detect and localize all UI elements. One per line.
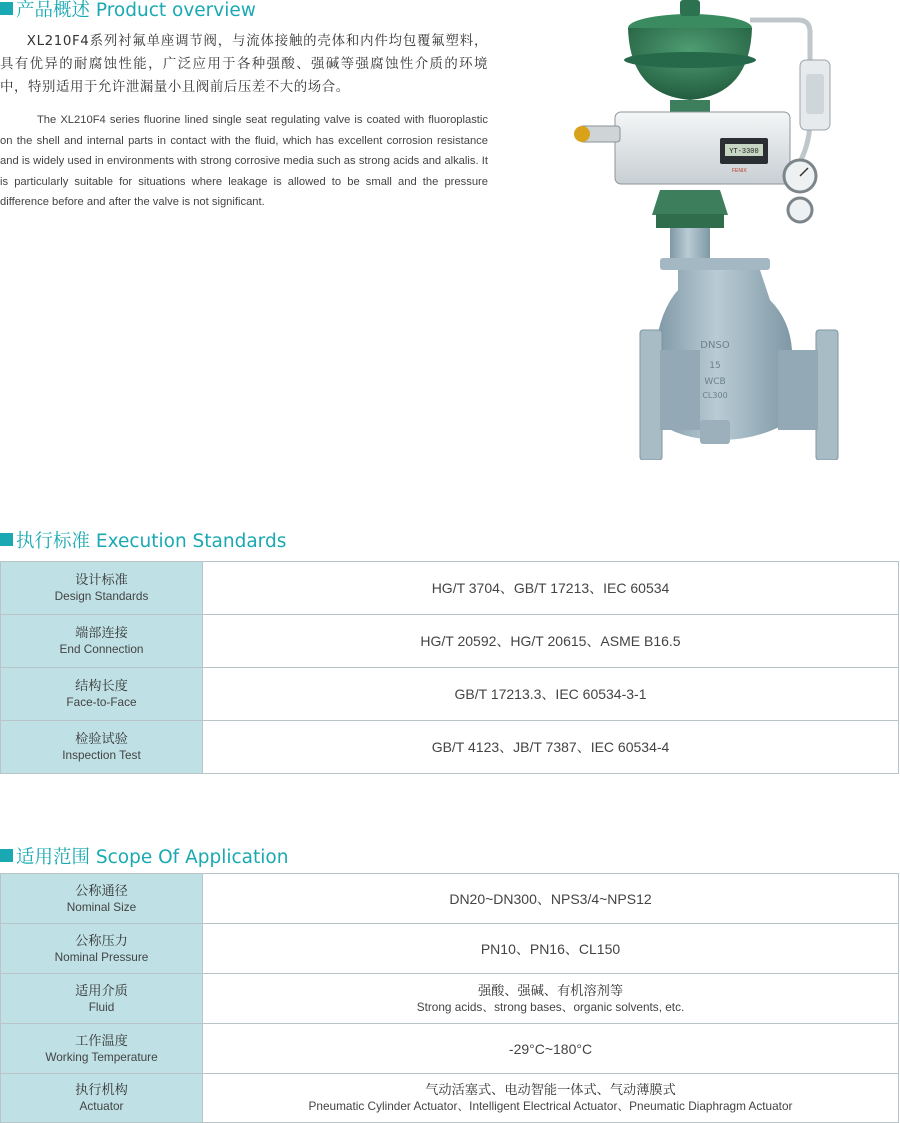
row-label: 适用介质 Fluid: [1, 974, 203, 1024]
row-label: 公称通径 Nominal Size: [1, 874, 203, 924]
row-label: 工作温度 Working Temperature: [1, 1024, 203, 1074]
application-table: [0, 873, 899, 1123]
row-value: 气动活塞式、电动智能一体式、气动薄膜式 Pneumatic Cylinder Actuator、Intelligent Electrical Actuator、Pneumatic Diaphragm Actuator: [203, 1074, 899, 1123]
table-row: [1, 874, 899, 924]
positioner-display-text: YT-3300: [729, 148, 759, 156]
table-row: [1, 924, 899, 974]
body-brand-text: DNSO: [700, 340, 730, 351]
body-material-text: WCB: [704, 377, 726, 387]
application-title: 适用范围 Scope Of Application: [0, 847, 288, 869]
table-row: [1, 974, 899, 1024]
table-row: [1, 1024, 899, 1074]
square-bullet-icon: [0, 2, 13, 15]
standards-title: 执行标准 Execution Standards: [0, 531, 286, 553]
table-row: [1, 615, 899, 668]
row-value: -29°C~180°C: [203, 1024, 899, 1074]
row-label: 公称压力 Nominal Pressure: [1, 924, 203, 974]
row-value: HG/T 3704、GB/T 17213、IEC 60534: [203, 562, 899, 615]
row-value: 强酸、强碱、有机溶剂等 Strong acids、strong bases、organic solvents, etc.: [203, 974, 899, 1024]
intro-english: The XL210F4 series fluorine lined single seat regulating valve is coated with fluoroplastic on the shell and internal parts in contact with the fluid, which has excellent corrosion resistance and is widely used in environments with strong corrosive media such as strong acids and alkalis. It is particularly suitable for situations where leakage is allowed to be small and the pressure difference before and after the valve is not significant.: [0, 114, 488, 208]
table-row: [1, 1074, 899, 1123]
valve-product-image: [560, 0, 890, 460]
table-row: [1, 668, 899, 721]
table-row: [1, 562, 899, 615]
row-label: 结构长度 Face-to-Face: [1, 668, 203, 721]
row-label: 设计标准 Design Standards: [1, 562, 203, 615]
row-value: PN10、PN16、CL150: [203, 924, 899, 974]
table-row: [1, 721, 899, 774]
square-bullet-icon: [0, 533, 13, 546]
row-value: GB/T 4123、JB/T 7387、IEC 60534-4: [203, 721, 899, 774]
square-bullet-icon: [0, 849, 13, 862]
row-label: 端部连接 End Connection: [1, 615, 203, 668]
body-size-text: 15: [709, 361, 721, 371]
row-value: HG/T 20592、HG/T 20615、ASME B16.5: [203, 615, 899, 668]
standards-table: [0, 561, 899, 774]
row-value: DN20~DN300、NPS3/4~NPS12: [203, 874, 899, 924]
overview-title: 产品概述 Product overview: [0, 0, 256, 22]
row-label: 执行机构 Actuator: [1, 1074, 203, 1123]
row-value: GB/T 17213.3、IEC 60534-3-1: [203, 668, 899, 721]
row-label: 检验试验 Inspection Test: [1, 721, 203, 774]
body-class-text: CL300: [702, 391, 728, 400]
intro-chinese: XL210F4系列衬氟单座调节阀，与流体接触的壳体和内件均包覆氟塑料，具有优异的耐腐蚀性能，广泛应用于各种强酸、强碱等强腐蚀性介质的环境中，特别适用于允许泄漏量小且阀前后压差不大的场合。: [0, 34, 488, 95]
gauge-brand-text: FENIX: [732, 168, 747, 174]
